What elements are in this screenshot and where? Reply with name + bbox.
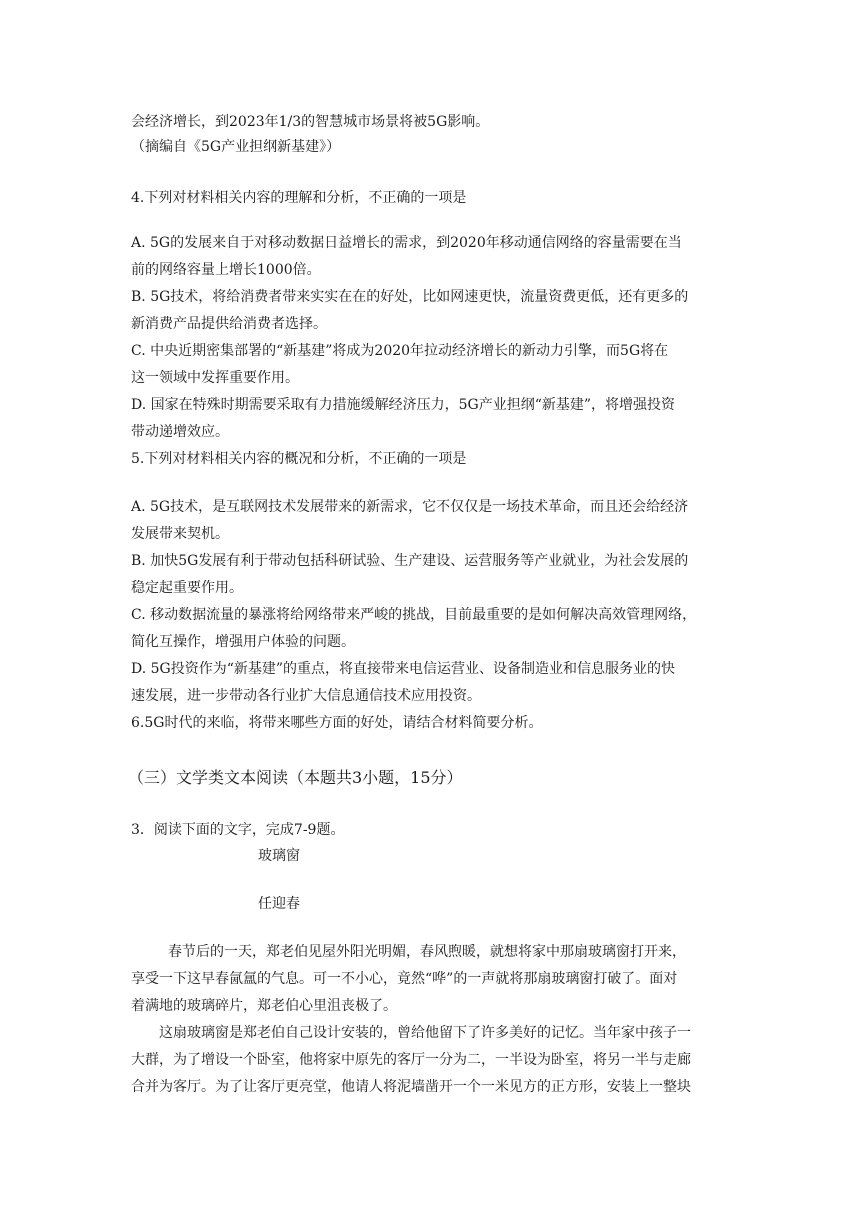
story-paragraph-2: 这扇玻璃窗是郑老伯自己设计安装的，曾给他留下了许多美好的记忆。当年家中孩子一 [159, 1025, 691, 1041]
option-5d-cont: 速发展，进一步带动各行业扩大信息通信技术应用投资。 [131, 688, 481, 704]
option-5b-cont: 稳定起重要作用。 [131, 580, 243, 596]
option-5c-cont: 简化互操作，增强用户体验的问题。 [131, 634, 355, 650]
option-5b: B. 加快5G发展有利于带动包括科研试验、生产建设、运营服务等产业就业，为社会发展的 [131, 553, 689, 569]
section-heading: （三）文学类文本阅读（本题共3小题，15分） [128, 768, 463, 787]
option-5c: C. 移动数据流量的暴涨将给网络带来严峻的挑战，目前最重要的是如何解决高效管理网络， [131, 607, 697, 623]
option-5a-cont: 发展带来契机。 [131, 526, 229, 542]
option-4c: C. 中央近期密集部署的“新基建”将成为2020年拉动经济增长的新动力引擎，而5G将在 [131, 343, 669, 359]
question-5: 5.下列对材料相关内容的概况和分析，不正确的一项是 [131, 451, 467, 467]
text-line: 会经济增长，到2023年1/3的智慧城市场景将被5G影响。 [131, 114, 490, 130]
option-4a: A. 5G的发展来自于对移动数据日益增长的需求，到2020年移动通信网络的容量需要在当 [131, 235, 682, 251]
option-5d: D. 5G投资作为“新基建”的重点，将直接带来电信运营业、设备制造业和信息服务业的快 [131, 661, 676, 677]
question-4: 4.下列对材料相关内容的理解和分析，不正确的一项是 [131, 190, 467, 206]
source-citation: （摘编自《5G产业担纲新基建》） [131, 139, 341, 155]
option-4b: B. 5G技术，将给消费者带来实实在在的好处，比如网速更快，流量资费更低，还有更多的 [131, 289, 689, 305]
story-paragraph-1-cont: 着满地的玻璃碎片，郑老伯心里沮丧极了。 [131, 998, 397, 1014]
story-author: 任迎春 [258, 896, 300, 912]
story-title: 玻璃窗 [258, 848, 300, 864]
story-paragraph-2-cont: 合并为客厅。为了让客厅更亮堂，他请人将泥墙凿开一个一米见方的正方形，安装上一整块 [131, 1079, 691, 1095]
reading-instruction: 3．阅读下面的文字，完成7-9题。 [131, 822, 345, 838]
question-6: 6.5G时代的来临，将带来哪些方面的好处，请结合材料简要分析。 [131, 715, 543, 731]
option-4c-cont: 这一领域中发挥重要作用。 [131, 370, 299, 386]
option-4d-cont: 带动递增效应。 [131, 424, 229, 440]
option-4d: D. 国家在特殊时期需要采取有力措施缓解经济压力，5G产业担纲“新基建”，将增强投资 [131, 397, 676, 413]
story-paragraph-1-cont: 享受一下这早春氤氲的气息。可一不小心，竟然“哗”的一声就将那扇玻璃窗打破了。面对 [131, 971, 678, 987]
story-paragraph-2-cont: 大群，为了增设一个卧室，他将家中原先的客厅一分为二，一半设为卧室，将另一半与走廊 [131, 1052, 691, 1068]
option-4a-cont: 前的网络容量上增长1000倍。 [131, 262, 321, 278]
option-4b-cont: 新消费产品提供给消费者选择。 [131, 316, 327, 332]
option-5a: A. 5G技术，是互联网技术发展带来的新需求，它不仅仅是一场技术革命，而且还会给经济 [131, 499, 689, 515]
story-paragraph-1: 春节后的一天，郑老伯见屋外阳光明媚，春风煦暖，就想将家中那扇玻璃窗打开来， [168, 944, 686, 960]
